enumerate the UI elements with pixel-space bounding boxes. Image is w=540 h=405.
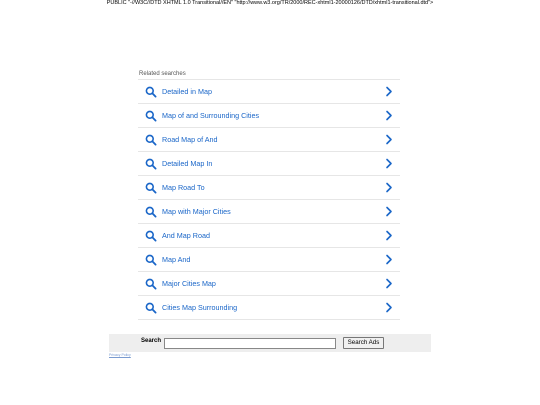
doctype-text: PUBLIC "-//W3C//DTD XHTML 1.0 Transitional//EN" "http://www.w3.org/TR/2000/REC-xhtml1-20000126/DTD/xhtml1-transitional.dtd"> (106, 0, 434, 6)
privacy-policy-link[interactable]: Privacy Policy (109, 353, 131, 357)
related-search-label: Map Road To (162, 183, 205, 192)
search-label: Search (141, 338, 162, 344)
related-search-item[interactable] (138, 296, 400, 320)
related-search-label: And Map Road (162, 231, 210, 240)
related-search-label: Road Map of And (162, 135, 218, 144)
search-icon (145, 182, 157, 194)
chevron-right-icon (384, 278, 394, 289)
chevron-right-icon (384, 206, 394, 217)
search-icon (145, 302, 157, 314)
chevron-right-icon (384, 86, 394, 97)
related-search-item[interactable] (138, 200, 400, 224)
search-icon (145, 110, 157, 122)
search-icon (145, 206, 157, 218)
related-searches-list (138, 79, 400, 320)
related-search-item[interactable] (138, 176, 400, 200)
related-search-item[interactable] (138, 272, 400, 296)
search-icon (145, 278, 157, 290)
chevron-right-icon (384, 110, 394, 121)
chevron-right-icon (384, 182, 394, 193)
related-search-label: Map And (162, 255, 191, 264)
related-search-label: Detailed in Map (162, 87, 212, 96)
related-search-item[interactable] (138, 104, 400, 128)
related-search-label: Map of and Surrounding Cities (162, 111, 260, 120)
related-search-item[interactable] (138, 128, 400, 152)
search-icon (145, 158, 157, 170)
search-icon (145, 134, 157, 146)
related-searches-title: Related searches (139, 71, 186, 77)
related-search-item[interactable] (138, 224, 400, 248)
chevron-right-icon (384, 230, 394, 241)
related-search-label: Major Cities Map (162, 279, 216, 288)
related-search-label: Detailed Map In (162, 159, 213, 168)
chevron-right-icon (384, 158, 394, 169)
search-icon (145, 230, 157, 242)
related-search-item[interactable] (138, 152, 400, 176)
related-search-label: Cities Map Surrounding (162, 303, 238, 312)
search-icon (145, 86, 157, 98)
search-icon (145, 254, 157, 266)
related-search-item[interactable] (138, 80, 400, 104)
search-input[interactable] (164, 338, 336, 349)
related-search-item[interactable] (138, 248, 400, 272)
search-bar (109, 334, 431, 352)
chevron-right-icon (384, 254, 394, 265)
related-searches (138, 70, 400, 320)
chevron-right-icon (384, 134, 394, 145)
search-ads-button[interactable]: Search Ads (343, 337, 384, 349)
chevron-right-icon (384, 302, 394, 313)
related-search-label: Map with Major Cities (162, 207, 231, 216)
